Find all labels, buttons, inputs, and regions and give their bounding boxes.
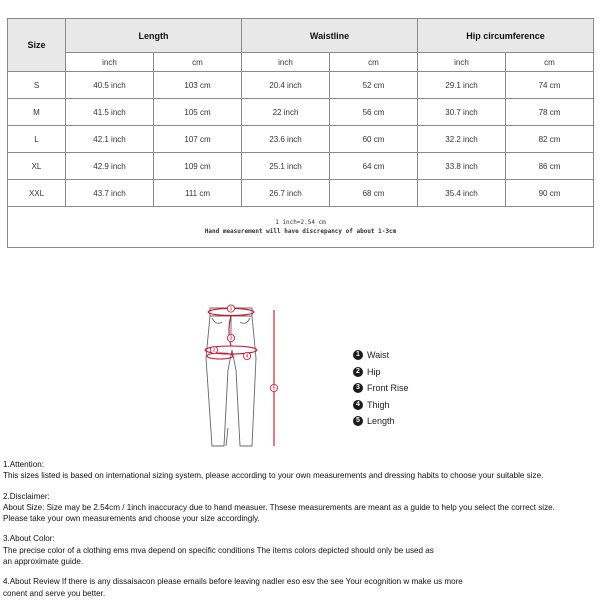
legend-number-icon: 5 bbox=[353, 416, 363, 426]
value-cell: 33.8 inch bbox=[418, 153, 506, 180]
legend-item-front-rise bbox=[353, 380, 409, 397]
pants-measurement-diagram bbox=[190, 300, 300, 450]
measurement-lines bbox=[205, 309, 274, 447]
table-header-row bbox=[8, 19, 594, 53]
pants-outline bbox=[206, 308, 256, 446]
legend-label: Hip bbox=[367, 366, 381, 377]
table-row bbox=[8, 99, 594, 126]
legend-item-length bbox=[353, 413, 409, 430]
header-size: Size bbox=[8, 19, 66, 72]
value-cell: 29.1 inch bbox=[418, 72, 506, 99]
table-unit-row bbox=[8, 53, 594, 72]
note-line: conent and serve you better. bbox=[3, 588, 106, 598]
size-cell: L bbox=[8, 126, 66, 153]
legend-number-icon: 4 bbox=[353, 400, 363, 410]
note-attention bbox=[3, 459, 597, 482]
legend-number-icon: 2 bbox=[353, 367, 363, 377]
value-cell: 64 cm bbox=[330, 153, 418, 180]
table-row bbox=[8, 72, 594, 99]
legend-item-hip bbox=[353, 364, 409, 381]
value-cell: 78 cm bbox=[506, 99, 594, 126]
marker-3-label: 3 bbox=[229, 335, 233, 342]
unit-cell: cm bbox=[506, 53, 594, 72]
header-hip: Hip circumference bbox=[418, 19, 594, 53]
note-line: 1.Attention: bbox=[3, 460, 44, 469]
size-cell: XXL bbox=[8, 180, 66, 207]
marker-2-label: 2 bbox=[212, 347, 216, 354]
note-line: This sizes listed is based on international sizing system, please according to your own measurements and dressing habits to choose your suitable size. bbox=[3, 471, 544, 481]
notes-section bbox=[3, 459, 597, 608]
value-cell: 35.4 inch bbox=[418, 180, 506, 207]
legend-label: Thigh bbox=[367, 399, 390, 410]
unit-cell: inch bbox=[66, 53, 154, 72]
value-cell: 103 cm bbox=[154, 72, 242, 99]
value-cell: 22 inch bbox=[242, 99, 330, 126]
note-line: Please take your own measurements and choose your size accordingly. bbox=[3, 514, 260, 524]
size-chart-table bbox=[7, 18, 594, 248]
header-waistline: Waistline bbox=[242, 19, 418, 53]
size-cell: XL bbox=[8, 153, 66, 180]
legend-item-waist bbox=[353, 347, 409, 364]
value-cell: 32.2 inch bbox=[418, 126, 506, 153]
value-cell: 111 cm bbox=[154, 180, 242, 207]
note-review bbox=[3, 576, 597, 599]
value-cell: 52 cm bbox=[330, 72, 418, 99]
header-length: Length bbox=[66, 19, 242, 53]
measurement-legend bbox=[353, 347, 409, 430]
value-cell: 109 cm bbox=[154, 153, 242, 180]
unit-cell: inch bbox=[418, 53, 506, 72]
legend-item-thigh bbox=[353, 397, 409, 414]
diagram-markers bbox=[210, 305, 277, 392]
value-cell: 107 cm bbox=[154, 126, 242, 153]
value-cell: 82 cm bbox=[506, 126, 594, 153]
value-cell: 42.9 inch bbox=[66, 153, 154, 180]
note-line: 3.About Color: bbox=[3, 534, 55, 544]
note-line: 4.About Review If there is any dissaisacon please emails before leaving nadler eso esv the see Your ecognition w make us more bbox=[3, 577, 463, 587]
value-cell: 43.7 inch bbox=[66, 180, 154, 207]
value-cell: 74 cm bbox=[506, 72, 594, 99]
value-cell: 26.7 inch bbox=[242, 180, 330, 207]
marker-5-label: 5 bbox=[272, 385, 276, 392]
unit-cell: cm bbox=[330, 53, 418, 72]
note-line: 2.Disclaimer: bbox=[3, 491, 50, 501]
value-cell: 56 cm bbox=[330, 99, 418, 126]
marker-1-label: 1 bbox=[229, 306, 233, 313]
note-line: About Size: Size may be 2.54cm / 1inch inaccuracy due to hand measuer. Thsese measurements are meant as a guide to help you select the correct size. bbox=[3, 502, 555, 512]
table-row bbox=[8, 153, 594, 180]
size-cell: S bbox=[8, 72, 66, 99]
legend-label: Waist bbox=[367, 350, 390, 361]
legend-number-icon: 1 bbox=[353, 350, 363, 360]
value-cell: 23.6 inch bbox=[242, 126, 330, 153]
note-disclaimer bbox=[3, 491, 597, 525]
marker-4-label: 4 bbox=[245, 353, 249, 360]
legend-number-icon: 3 bbox=[353, 383, 363, 393]
table-note-row bbox=[8, 207, 594, 248]
note-color bbox=[3, 533, 597, 567]
note-line: The precise color of a clothing ems mva depend on specific conditions The items colors depicted should only be used as bbox=[3, 545, 434, 555]
value-cell: 41.5 inch bbox=[66, 99, 154, 126]
table-row bbox=[8, 126, 594, 153]
size-cell: M bbox=[8, 99, 66, 126]
value-cell: 68 cm bbox=[330, 180, 418, 207]
unit-cell: inch bbox=[242, 53, 330, 72]
value-cell: 42.1 inch bbox=[66, 126, 154, 153]
note-discrepancy: Hand measurement will have discrepancy of about 1-3cm bbox=[204, 228, 397, 235]
measurement-note bbox=[8, 207, 594, 248]
table-row bbox=[8, 180, 594, 207]
legend-label: Length bbox=[367, 416, 395, 427]
note-line: an approximate guide. bbox=[3, 557, 84, 567]
legend-label: Front Rise bbox=[367, 383, 409, 394]
value-cell: 40.5 inch bbox=[66, 72, 154, 99]
note-conversion: 1 inch=2.54 cm bbox=[275, 219, 326, 226]
value-cell: 60 cm bbox=[330, 126, 418, 153]
value-cell: 86 cm bbox=[506, 153, 594, 180]
value-cell: 90 cm bbox=[506, 180, 594, 207]
value-cell: 30.7 inch bbox=[418, 99, 506, 126]
value-cell: 25.1 inch bbox=[242, 153, 330, 180]
value-cell: 20.4 inch bbox=[242, 72, 330, 99]
unit-cell: cm bbox=[154, 53, 242, 72]
value-cell: 105 cm bbox=[154, 99, 242, 126]
